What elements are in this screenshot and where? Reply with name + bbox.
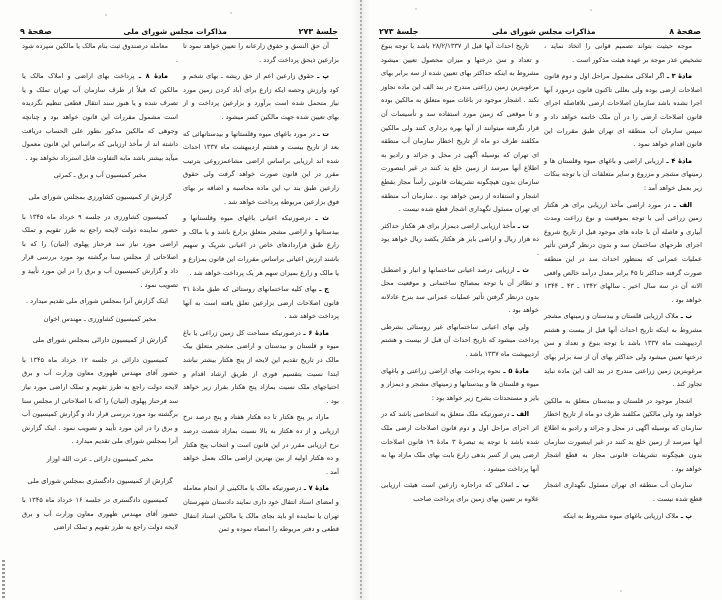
scan-speck (230, 12, 232, 14)
session-number: جلسهٔ ۲۷۳ (298, 27, 338, 36)
text-column-right (544, 40, 702, 526)
paragraph (183, 212, 339, 280)
article-label: پ ـ (680, 511, 692, 520)
article-label: الف ـ (511, 410, 529, 419)
scan-speck (590, 9, 592, 11)
paragraph-text: تاریخ احداث آنها قبل از ۲۸/۲/۱۳۳۷ باشد با توجه بنوع و تعداد و سن درختها و میزان محصول تعیین میشود مشروط به اینکه حداکثر بهای تعیین شده از سه برابر بهای مرغوبترین زمین زراعتی مندرج در بند الف این ماده تجاوز نکند . اشجار موجود در باغات میوه متعلق به مالکین بوده و تا موقعی که زمین مورد استفاده سد و تأسیسات آن قرار نگرفته میتوانند از آنها بهره برداری کنند ولی مالکین مکلفند ظرف دو ماه از تاریخ اخطار سازمان آب منطقه ای تهران که بوسیله آگهی در محل و جرائد و رادیو به اطلاع آنها میرسد از زمین خلع ید کنند در غیر اینصورت سازمان بدون هیچگونه تشریفات قانونی رأساً مجاز بقطع اشجار و استفاده از زمین خواهد بود . سازمان آب منطقه ای تهران مسئول نگهداری اشجار قطع شده نیست . (381, 42, 539, 214)
paragraph-text: در مورد باغهای میوه وقلستانها و بیدستانهائی که بعد از تاریخ بیست و هشتم اردیبهشت ماه ۱۳۳۷ احداث شده اند ارزیابی براساس اراضی مشاعمزروعی بترتیب مقرر در این قانون صورت خواهد گرفت ولی حقوق زارعین طبق بند پ این ماده محاسبه و اضافه بر بهای فوق بزارعین مربوطه پرداخت خواهد شد . (183, 129, 339, 206)
paragraph (544, 199, 702, 308)
paragraph-text: نحوه پرداخت بهای اراضی زراعتی و باغهای میوه و قلستان ها و بیدستانها و زمینهای مشجر و دیمزار و بایر و مستحدثات بشرح زیر خواهد بود : (381, 366, 539, 402)
header-rule (20, 38, 338, 40)
committee-signature: مخبر کمیسیون آب و برق ـ کمرئی (53, 171, 147, 180)
paragraph (544, 479, 702, 506)
paragraph-text: کمیسیون کشاورزی در جلسه ۹ خرداد ماه ۱۳۴۵ با حضور نماینده دولت لایحه راجع به طرز تقویم و تملک اراضی مورد نیاز سد فرحناز پهلوی (لتیان) را که با اصلاحاتی از مجلس سنا برگشته بود مورد بررسی قرار داد و گزارش کمیسیون آب و برق را در این مورد تأیید و تصویب نمود . (22, 212, 178, 289)
paragraph (183, 70, 339, 124)
paragraph (183, 482, 339, 536)
paragraph (183, 128, 339, 210)
paragraph-text: درصورتیکه اعیانی باغهای میوه وقلستانها و بیدستانها و اراضی مشجر متعلق بزارع باشد و یا مالک و زارع طبق قراردادهای خاص در اعیانی شریک و سهیم باشند ارزش اعیانی براساس مقررات این قانون بمزارع و یا مالک و زارع بمیزان سهم هر یک پرداخت خواهد شد . (183, 214, 339, 277)
paragraph (183, 327, 339, 409)
article-label: ت ـ (517, 221, 529, 230)
paragraph-text: کمیسیون دادگستری در جلسه ۱۶ خرداد ماه ۱۳۴۵ با حضور آقای مهندس ظهوری معاون وزارت آب و برق لایحه دولت راجع به طرز تقویم و تملک اراضی (22, 496, 178, 532)
paragraph-text: بهای کلیه ساختمانهای روستائی که طبق مادهٔ ۳۱ قانون اصلاحات ارضی بزارعین تعلق یافته است به آنها پرداخت خواهد شد . (183, 285, 339, 321)
binding-shadow (362, 0, 370, 600)
text-column-right (183, 40, 339, 540)
paragraph-text: مازاد بر پنج هکتار تا ده هکتار هفتاد و پنج درصد نرخ ارزیابی و از ده هکتار به بالا نسبت بمازاد شصت درصد نرخ ارزیابی مقرر در این قانون است و انتخاب پنج هکتار و ده هکتار اولیه از بین بهترین اراضی مالک بعمل خواهد آمد . (183, 413, 339, 476)
paragraph (381, 40, 539, 217)
paragraph (544, 510, 702, 524)
paragraph (544, 310, 702, 392)
article-label: ث ـ (517, 265, 529, 274)
paragraph (381, 408, 539, 476)
paragraph-text: معامله درصندوق ثبت بنام مالک یا مالکین سپرده شود . (22, 42, 178, 64)
paragraph (381, 264, 539, 318)
article-label: مادهٔ ۸ ـ (138, 72, 168, 81)
paragraph-text: ملاک ارزیابی قلستان و بیدستان و زمینهای مشجر مشروط به اینکه تاریخ احداث آنها قبل از بیست و هشتم اردیبهشت ماه ۱۳۳۷ باشد با توجه بنوع و تعداد و سن درختها تعیین میشود ولی حداکثر بهای آن از سه برابر بهای مرغوبترین زمین زراعتی مندرج در بند الف این ماده نباید تجاوز کند . (544, 312, 702, 389)
paragraph (544, 155, 702, 196)
committee-signature: مخبر کمیسیون کشاورزی ـ مهندس اخوان (43, 314, 157, 323)
article-label: مادهٔ ۵ ـ (503, 366, 529, 375)
article-label: مادهٔ ۶ ـ (303, 328, 329, 337)
page-header (379, 22, 701, 36)
paragraph (381, 220, 539, 261)
book-gutter (360, 0, 362, 600)
paragraph-text: املاکی که دراجاره زارعین است هیئت ارزیابی علاوه بر تعیین بهای زمین برای پرداخت صاحب (381, 481, 539, 503)
session-number: جلسهٔ ۲۷۳ (379, 27, 419, 36)
paragraph (381, 321, 539, 362)
paragraph (381, 479, 539, 506)
paragraph-text: موجه حیثیت بتواند تصمیم قوانی را اتخاذ نماید ، تشخیص عذر موجه بر عهده هیئت مذکور است . (544, 42, 702, 64)
publication-title: مذاکرات مجلس شورای ملی (492, 27, 596, 36)
paragraph (381, 365, 539, 406)
scan-speck (105, 14, 107, 16)
article-label: ت ـ (317, 129, 329, 138)
scan-speck (620, 590, 622, 592)
report-heading: گزارش از کمیسیون کشاورزی بمجلس شورای ملی (28, 192, 172, 201)
paragraph (544, 40, 702, 67)
article-label: پ ـ (317, 72, 329, 81)
header-rule (379, 38, 701, 40)
paragraph (22, 40, 178, 67)
binding-shadow (352, 0, 360, 600)
paragraph-text: ولی بهای اعیانی ساختمانهای غیر روستائی بشرطی پرداخت میشود که تاریخ احداث آن قبل از بیست و هشتم اردیبهشت ماه ۱۳۳۷ باشد . (381, 322, 539, 359)
article-label: مادهٔ ۳ ـ (666, 72, 692, 81)
article-label: ب ـ (680, 312, 692, 321)
scan-speck (415, 8, 417, 10)
scan-edge-mark (2, 560, 5, 598)
paragraph (544, 395, 702, 477)
paragraph-text: کمیسیون دارائی در جلسه ۱۲ خرداد ماه ۱۳۴۵ با حضور آقای مهندس ظهوری معاون وزارت آب و برق لایحه دولت راجع به طرز تقویم و تملک اراضی مورد نیاز سد فرحناز پهلوی (لتیان) را که با اصلاحاتی از مجلس سنا برگشته بود مورد بررسی قرار داد و گزارش کمیسیون آب و برق را در این مورد تأیید و تصویب نمود . اینک گزارش آنرا بمجلس شورای ملی تقدیم میدارد . (22, 355, 178, 446)
paragraph-text: اینک گزارش آنرا بمجلس شورای ملی تقدیم میدارد . (25, 297, 168, 306)
paragraph-text: پرداخت بهای اراضی و املاک مالک یا مالکین که قبلاً از طرف سازمان آب تهران تملک و یا تصرف شده و یا هنوز سند انتقال قطعی تنظیم نگردیده است مشمول مقررات این قانون خواهد بود و چنانچه وجوهی که مالکین مذکور بطور علی الحساب دریافت داشته اند از مأخذ ارزیابی که براساس این قانون معمول میآید بیشتر باشد مابه التفاوت قابل استرداد نخواهد بود . (22, 72, 178, 162)
page-header (20, 22, 338, 36)
page-number: صفحهٔ ۹ (20, 27, 52, 36)
page-number: صفحهٔ ۸ (669, 27, 701, 36)
paragraph-text: ارزیابی اراضی و باغهای میوه وقلستان ها و زمینهای مشجر و مزروع و سایر متعلقات آن با توجه بنکات زیر بعمل خواهد آمد : (544, 156, 702, 192)
report-heading: گزارش از کمیسیون دارائی بمجلس شورای ملی (32, 336, 168, 345)
paragraph (22, 211, 178, 293)
paragraph-text: اگر املاکی مشمول مراحل اول و دوم قانون اصلاحات ارضی بوده ولی بعللی تاکنون قانون درمورد آنها اجرا نشده باشد سازمان اصلاحات ارضی بلافاصله اجرای قانون اصلاحات ارضی را در آن ملک خاتمه خواهد داد و سپس سازمان آب منطقه ای تهران طبق مقررات این قانون اقدام خواهد نمود . (544, 72, 702, 149)
text-column-left (22, 40, 178, 538)
paragraph-text: مأخذ ارزیابی اراضی دیمزار برای هر هکتار حداکثر ده هزار ریال و اراضی بایر هر هکتار یکصد ریال خواهد بود . (381, 221, 539, 257)
paragraph-text: درصورتیکه مالک یا مالکینی از انجام معامله و امضای اسناد انتقال خود داری نمایند دادستان شهرستان تهران یا نماینده او باید بجای مالک یا مالکین اسناد انتقال قطعی و دفتر مربوطه را امضاء نموده و ثمن (183, 484, 339, 534)
committee-signature: مخبر کمیسیون دارائی ـ عزت الله اوزار (46, 455, 154, 464)
paragraph (544, 70, 702, 152)
paragraph-text: آن حق النسق و حقوق زارعانه را تعیین خواهد نمود تا بزارعین ذیحق پرداخت گردد . (183, 42, 339, 64)
paragraph-text: ملاک ارزیابی باغهای میوه مشروط به اینکه (562, 511, 679, 520)
right-page (361, 0, 722, 600)
paragraph (183, 411, 339, 479)
paragraph (183, 283, 339, 324)
text-column-left (381, 40, 539, 510)
paragraph-text: در مورد اراضی مأخذ ارزیابی برای هر هکتار زمین زراعی آبی با توجه بموقعیت و نوع زراعت ومدت آبیاری و فاصله آن با جاده های موجود قبل از تاریخ شروع اجرای طرحهای ساختمان سد و بدون درنظر گرفتن تأثیر عملیات عمرانی که بمنظور احداث سد در این منطقه صورت گرفته حداکثر تا ۴۵ برابر معدل درآمد خالص واقعی الانه آن در سه سال اخیر ـ سالهای ۱۳۴۲ ـ ۴۳ ـ ۱۳۴۴ خواهد بود . (544, 200, 702, 304)
paragraph-text: اشجار موجود در قلستان و بیدستان متعلق به مالکین خواهد بود ولی مالکین مکلفند ظرف دو ماه از تاریخ اخطار سازمان که بوسیله آگهی در محل و جرائد و رادیو به اطلاع آنها میرسد از زمین خلع ید کنند در غیر اینصورت سازمان بدون هیچگونه تشریفات قانونی مجاز به قطع اشجار خواهد بود . (544, 396, 702, 473)
paragraph-text: سازمان آب منطقه ای تهران مسئول نگهداری اشجار قطع شده نیست . (544, 481, 702, 503)
publication-title: مذاکرات مجلس شورای ملی (123, 27, 227, 36)
paragraph (183, 40, 339, 67)
article-label: ج ـ (319, 285, 329, 294)
paragraph-text: ارزیابی درصد اعیانی ساختمانها و انبار و اصطبل و نظائر آن با توجه بمصالح ساختمانی و موقعیت محل بدون درنظر گرفتن تأثیر عملیات عمرانی سد بنرخ عادلانه خواهد بود . (381, 265, 539, 315)
article-label: الف ـ (673, 200, 692, 209)
paragraph-text: درصورتیکه ملک متعلق به اشخاصی باشد که در اثر اجرای مراحل اول و دوم قانون اصلاحات ارضی ملک شده باشد با توجه به تبصرهٔ ۳ مادهٔ ۱۹ قانون اصلاحات ارضی پس از کسر بدهی زارع بابت بهای ملک مازاد بها به آنها پرداخت میشود . (381, 410, 539, 473)
paragraph (22, 70, 178, 165)
article-label: مادهٔ ۷ ـ (303, 484, 329, 493)
paragraph (22, 354, 178, 449)
paragraph (22, 295, 178, 309)
paragraph-text: درصورتیکه مساحت کل زمین زراعی یا باغ میوه و قلستان و بیدستان و اراضی مشجر متعلق بیک مالک در تاریخ تقدیم این لایحه از پنج هکتار بیشتر نباشد ابتدا نسبت بتقسیم فوری از طریق ارشاد اقدام و احتیاجهای ملک نسبت بمازاد پنج هکتار بقرار زیر خواهد بود . (183, 328, 339, 405)
article-label: مادهٔ ۴ ـ (666, 156, 692, 165)
paragraph (22, 494, 178, 535)
article-label: ب ـ (516, 481, 529, 490)
paragraph-text: حقوق زارعین اعم از حق ریشه ـ بهای شخم و کود وارزش وحصه ایکه زارع برای آباد کردن زمین مورد نیاز متحمل شده است برآورد و بزارعین پرداخت و از بهای تعیین شده جهت مالکین کسر میشود . (183, 72, 339, 121)
report-heading: گزارش از کمیسیون دادگستری بمجلس شورای ملی (27, 476, 173, 485)
article-label: ث ـ (315, 214, 329, 223)
